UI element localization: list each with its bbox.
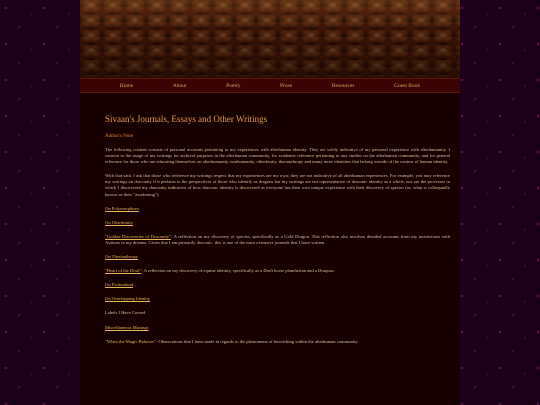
paragraph-reference: With that said, I ask that those who reference my writings respect that my experiences are my own; they are not indicative of all alterhuman experiences. For example, you may reference my writings on draconity if it pertains to the perspectives of those who identify as dragons but my writings are not representative of draconic identity as a whole, nor are the processes in which I discovered my draconity indicative of how draconic identity is discovered as everyone has their own unique experience with their discovery of species (or, what is colloquially known as their "awakening"). xyxy=(105,173,450,197)
authors-note-heading: Author's Note xyxy=(105,134,133,139)
nav-prose[interactable]: Prose xyxy=(280,82,293,89)
nav-about[interactable]: About xyxy=(172,82,187,89)
link-overlapping-identity[interactable]: On Overlapping Identity xyxy=(105,296,151,302)
paragraph-consent: The following content consists of personal accounts pertaining to my experiences with alterhuman identity. They are solely indicative of my personal experience with alterhumanity. I consent to the usage of my writings for archival purposes in the alterhuman community, for academic reference pertaining to any studies on the alterhuman community, and for general reference for those who are educating themselves on alterhumanity, nonhumanity, otherkinity, therianthropy and many more identities that belong outside of the context of human identity. xyxy=(105,147,450,165)
list-item-heart xyxy=(105,268,450,274)
link-polymorphism[interactable]: On Polymorphism xyxy=(105,205,139,211)
link-when-the-magic-behaves[interactable]: "When the Magic Behaves" xyxy=(105,338,157,344)
page-title: Sivaan's Journals, Essays and Other Writings xyxy=(105,114,268,124)
header-banner-dragon-scales xyxy=(80,0,460,78)
nav-guest-book[interactable]: Guest Book xyxy=(394,82,421,89)
page-container xyxy=(80,0,460,405)
labels-coined: Labels I Have Coined xyxy=(105,310,146,316)
list-item-magic xyxy=(105,339,450,344)
link-therianthropy[interactable]: On Therianthropy xyxy=(105,254,138,260)
link-fictionkind[interactable]: On Fictionkind xyxy=(105,282,133,288)
link-otherkinity[interactable]: On Otherkinity xyxy=(105,219,133,225)
link-miscellaneous-musings[interactable]: Miscellaneous Musings xyxy=(105,324,149,330)
magic-description: : Observations that I have made in regards to the phenomena of bewitching within the alterhuman community xyxy=(156,338,358,344)
link-golden-discoveries[interactable]: "Golden Discoveries of Draconity" xyxy=(105,233,172,239)
nav-home[interactable]: Home xyxy=(119,82,134,89)
main-content xyxy=(105,110,450,344)
nav-resources[interactable]: Resources xyxy=(331,82,355,89)
heart-description: : A reflection on my discovery of equine identity, specifically as a Draft horse plantherian and a Draquus. xyxy=(141,268,335,274)
nav-poetry[interactable]: Poetry xyxy=(226,82,241,89)
golden-description: : A reflection on my discovery of species, specifically as a Gold Dragon. This reflection also involves detailed accounts from my interactions with Aurinax in my dreams. Given that I am primarily draconic, this is one of the most extensive journals that I have written. xyxy=(105,233,450,245)
list-item-golden xyxy=(105,234,450,246)
link-heart-of-the-draft[interactable]: "Heart of the Draft" xyxy=(105,268,142,274)
main-nav xyxy=(80,78,460,93)
